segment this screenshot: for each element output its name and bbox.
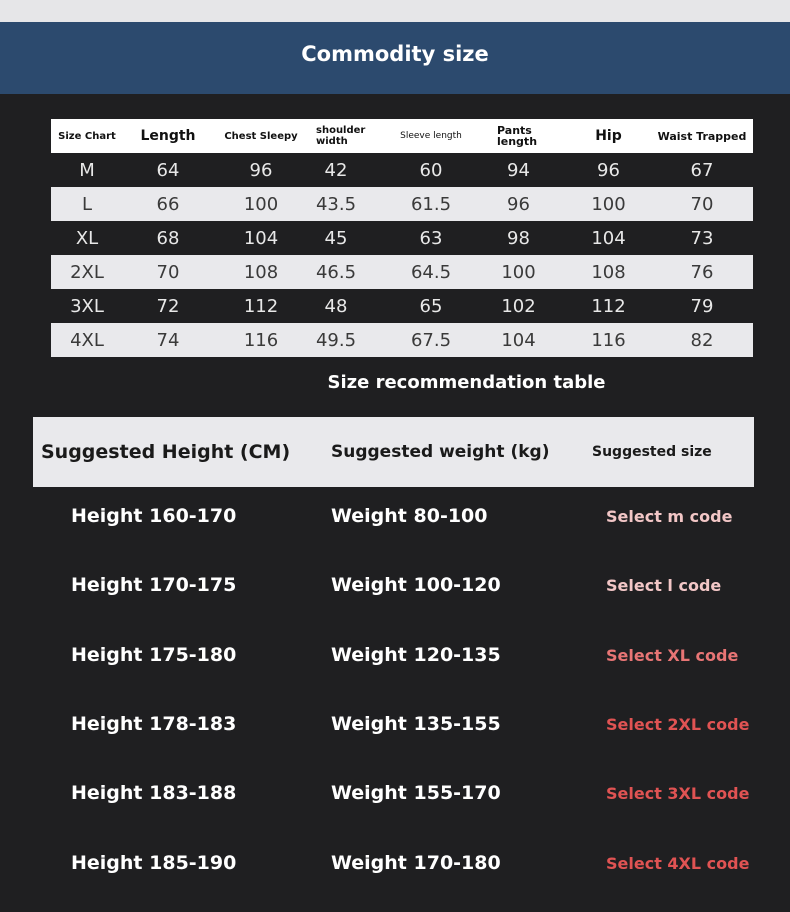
size-chart-header-row xyxy=(51,119,753,153)
header-size: Suggested size xyxy=(592,444,712,460)
size-cell: 43.5 xyxy=(315,193,357,215)
size-cell: 3XL xyxy=(70,295,104,317)
size-cell: 73 xyxy=(690,227,714,249)
size-cell: L xyxy=(81,193,93,215)
size-cell: 96 xyxy=(597,159,620,181)
size-cell: M xyxy=(79,159,95,181)
size-row xyxy=(51,187,753,221)
title-banner xyxy=(0,22,790,94)
size-cell: 102 xyxy=(501,295,536,317)
size-cell: 60 xyxy=(419,159,443,181)
size-suggestion: Select 2XL code xyxy=(606,714,750,734)
header-length: Length xyxy=(140,128,196,144)
size-cell: 98 xyxy=(507,227,530,249)
header-size-chart: Size Chart xyxy=(58,130,116,142)
header-weight: Suggested weight (kg) xyxy=(331,442,550,462)
size-cell: 46.5 xyxy=(315,261,357,283)
recommendation-row xyxy=(0,565,790,605)
size-cell: XL xyxy=(75,227,99,249)
height-range: Height 170-175 xyxy=(71,574,237,596)
header-hip: Hip xyxy=(595,128,622,144)
size-suggestion: Select m code xyxy=(606,506,733,526)
size-cell: 100 xyxy=(243,193,279,215)
size-cell: 82 xyxy=(690,329,714,351)
page-title: Commodity size xyxy=(301,42,489,66)
size-cell: 76 xyxy=(690,261,714,283)
header-waist: Waist Trapped xyxy=(657,129,747,143)
size-cell: 96 xyxy=(507,193,530,215)
size-cell: 64.5 xyxy=(410,261,452,283)
size-cell: 67.5 xyxy=(410,329,452,351)
header-shoulder: shoulder width xyxy=(316,125,366,147)
size-row xyxy=(51,221,753,255)
size-cell: 72 xyxy=(156,295,180,317)
size-row xyxy=(51,323,753,357)
size-suggestion: Select 3XL code xyxy=(606,783,750,803)
size-suggestion: Select XL code xyxy=(606,645,739,665)
size-cell: 64 xyxy=(156,159,180,181)
size-cell: 104 xyxy=(243,227,279,249)
recommendation-row xyxy=(0,496,790,536)
size-cell: 65 xyxy=(419,295,443,317)
weight-range: Weight 80-100 xyxy=(331,505,488,527)
size-cell: 104 xyxy=(501,329,536,351)
size-cell: 116 xyxy=(243,329,279,351)
height-range: Height 175-180 xyxy=(71,644,237,666)
header-pants: Pants length xyxy=(497,124,538,148)
size-cell: 112 xyxy=(243,295,279,317)
size-cell: 108 xyxy=(591,261,626,283)
header-sleeve: Sleeve length xyxy=(400,130,462,141)
size-cell: 66 xyxy=(156,193,180,215)
size-cell: 116 xyxy=(591,329,626,351)
height-range: Height 185-190 xyxy=(71,852,237,874)
header-chest: Chest Sleepy xyxy=(224,130,298,142)
size-cell: 108 xyxy=(243,261,279,283)
top-strip xyxy=(0,0,790,22)
header-height: Suggested Height (CM) xyxy=(41,441,291,463)
size-cell: 70 xyxy=(156,261,180,283)
size-row xyxy=(51,153,753,187)
recommendation-header xyxy=(33,417,754,487)
size-cell: 63 xyxy=(419,227,443,249)
weight-range: Weight 120-135 xyxy=(331,644,501,666)
recommendation-title: Size recommendation table xyxy=(327,372,606,393)
size-cell: 70 xyxy=(690,193,714,215)
recommendation-row xyxy=(0,704,790,744)
size-cell: 68 xyxy=(156,227,180,249)
height-range: Height 178-183 xyxy=(71,713,237,735)
height-range: Height 160-170 xyxy=(71,505,237,527)
size-cell: 104 xyxy=(591,227,626,249)
size-chart-table xyxy=(51,119,753,357)
size-cell: 74 xyxy=(156,329,180,351)
size-cell: 79 xyxy=(690,295,714,317)
size-cell: 2XL xyxy=(70,261,104,283)
size-row xyxy=(51,289,753,323)
size-suggestion: Select 4XL code xyxy=(606,853,750,873)
size-cell: 100 xyxy=(501,261,536,283)
size-cell: 48 xyxy=(324,295,348,317)
size-cell: 96 xyxy=(249,159,273,181)
size-cell: 112 xyxy=(591,295,626,317)
weight-range: Weight 170-180 xyxy=(331,852,501,874)
weight-range: Weight 100-120 xyxy=(331,574,501,596)
size-cell: 67 xyxy=(690,159,714,181)
size-cell: 49.5 xyxy=(315,329,357,351)
size-row xyxy=(51,255,753,289)
height-range: Height 183-188 xyxy=(71,782,237,804)
size-suggestion: Select l code xyxy=(606,575,722,595)
size-cell: 100 xyxy=(591,193,626,215)
size-cell: 94 xyxy=(507,159,530,181)
recommendation-row xyxy=(0,635,790,675)
weight-range: Weight 135-155 xyxy=(331,713,501,735)
size-cell: 4XL xyxy=(70,329,104,351)
size-cell: 61.5 xyxy=(410,193,452,215)
size-cell: 42 xyxy=(324,159,348,181)
recommendation-row xyxy=(0,843,790,883)
size-cell: 45 xyxy=(324,227,348,249)
weight-range: Weight 155-170 xyxy=(331,782,501,804)
recommendation-row xyxy=(0,773,790,813)
